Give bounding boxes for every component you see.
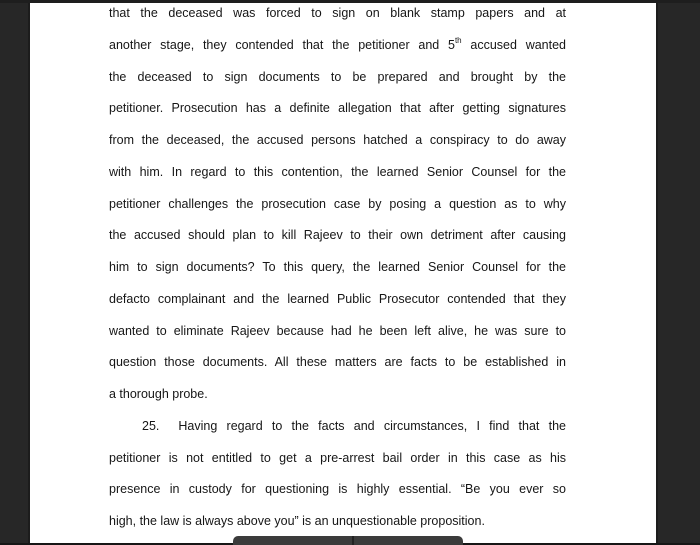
document-page xyxy=(28,3,658,543)
floating-toolbar-fragment xyxy=(233,536,463,545)
text-line: from the deceased, the accused persons hatched a conspiracy to do away xyxy=(109,133,566,147)
text-line: that the deceased was forced to sign on blank stamp papers and at xyxy=(109,6,566,20)
text-line: the deceased to sign documents to be prepared and brought by the xyxy=(109,69,566,84)
text-line: petitioner. Prosecution has a definite allegation that after getting signatures xyxy=(109,101,566,116)
text-line: high, the law is always above you” is an unquestionable proposition. xyxy=(109,514,485,528)
text-line: wanted to eliminate Rajeev because had he been left alive, he was sure to xyxy=(109,323,566,338)
text-line: a thorough probe. xyxy=(109,387,208,401)
paragraph-continued xyxy=(109,0,566,411)
viewer-top-edge xyxy=(0,0,700,3)
text-line: defacto complainant and the learned Public Prosecutor contended that they xyxy=(109,291,566,306)
text-line: presence in custody for questioning is highly essential. “Be you ever so xyxy=(109,482,566,497)
text-line: him to sign documents? To this query, the learned Senior Counsel for the xyxy=(109,260,566,274)
text-line: 25. Having regard to the facts and circumstances, I find that the xyxy=(142,418,566,433)
toolbar-button-left[interactable] xyxy=(233,536,352,545)
ordinal-superscript: th xyxy=(454,35,462,45)
text-line: petitioner is not entitled to get a pre-arrest bail order in this case as his xyxy=(109,450,566,465)
text-line: petitioner challenges the prosecution case by posing a question as to why xyxy=(109,196,566,211)
paragraph-number: 25. xyxy=(142,418,160,433)
text-line: with him. In regard to this contention, the learned Senior Counsel for the xyxy=(109,164,566,179)
document-text xyxy=(30,0,656,538)
text-line: the accused should plan to kill Rajeev to their own detriment after causing xyxy=(109,228,566,243)
text-line: question those documents. All these matters are facts to be established in xyxy=(109,355,566,370)
paragraph-25 xyxy=(109,411,566,538)
text-line: another stage, they contended that the petitioner and 5th accused wanted xyxy=(109,35,566,52)
toolbar-button-right[interactable] xyxy=(354,536,463,545)
